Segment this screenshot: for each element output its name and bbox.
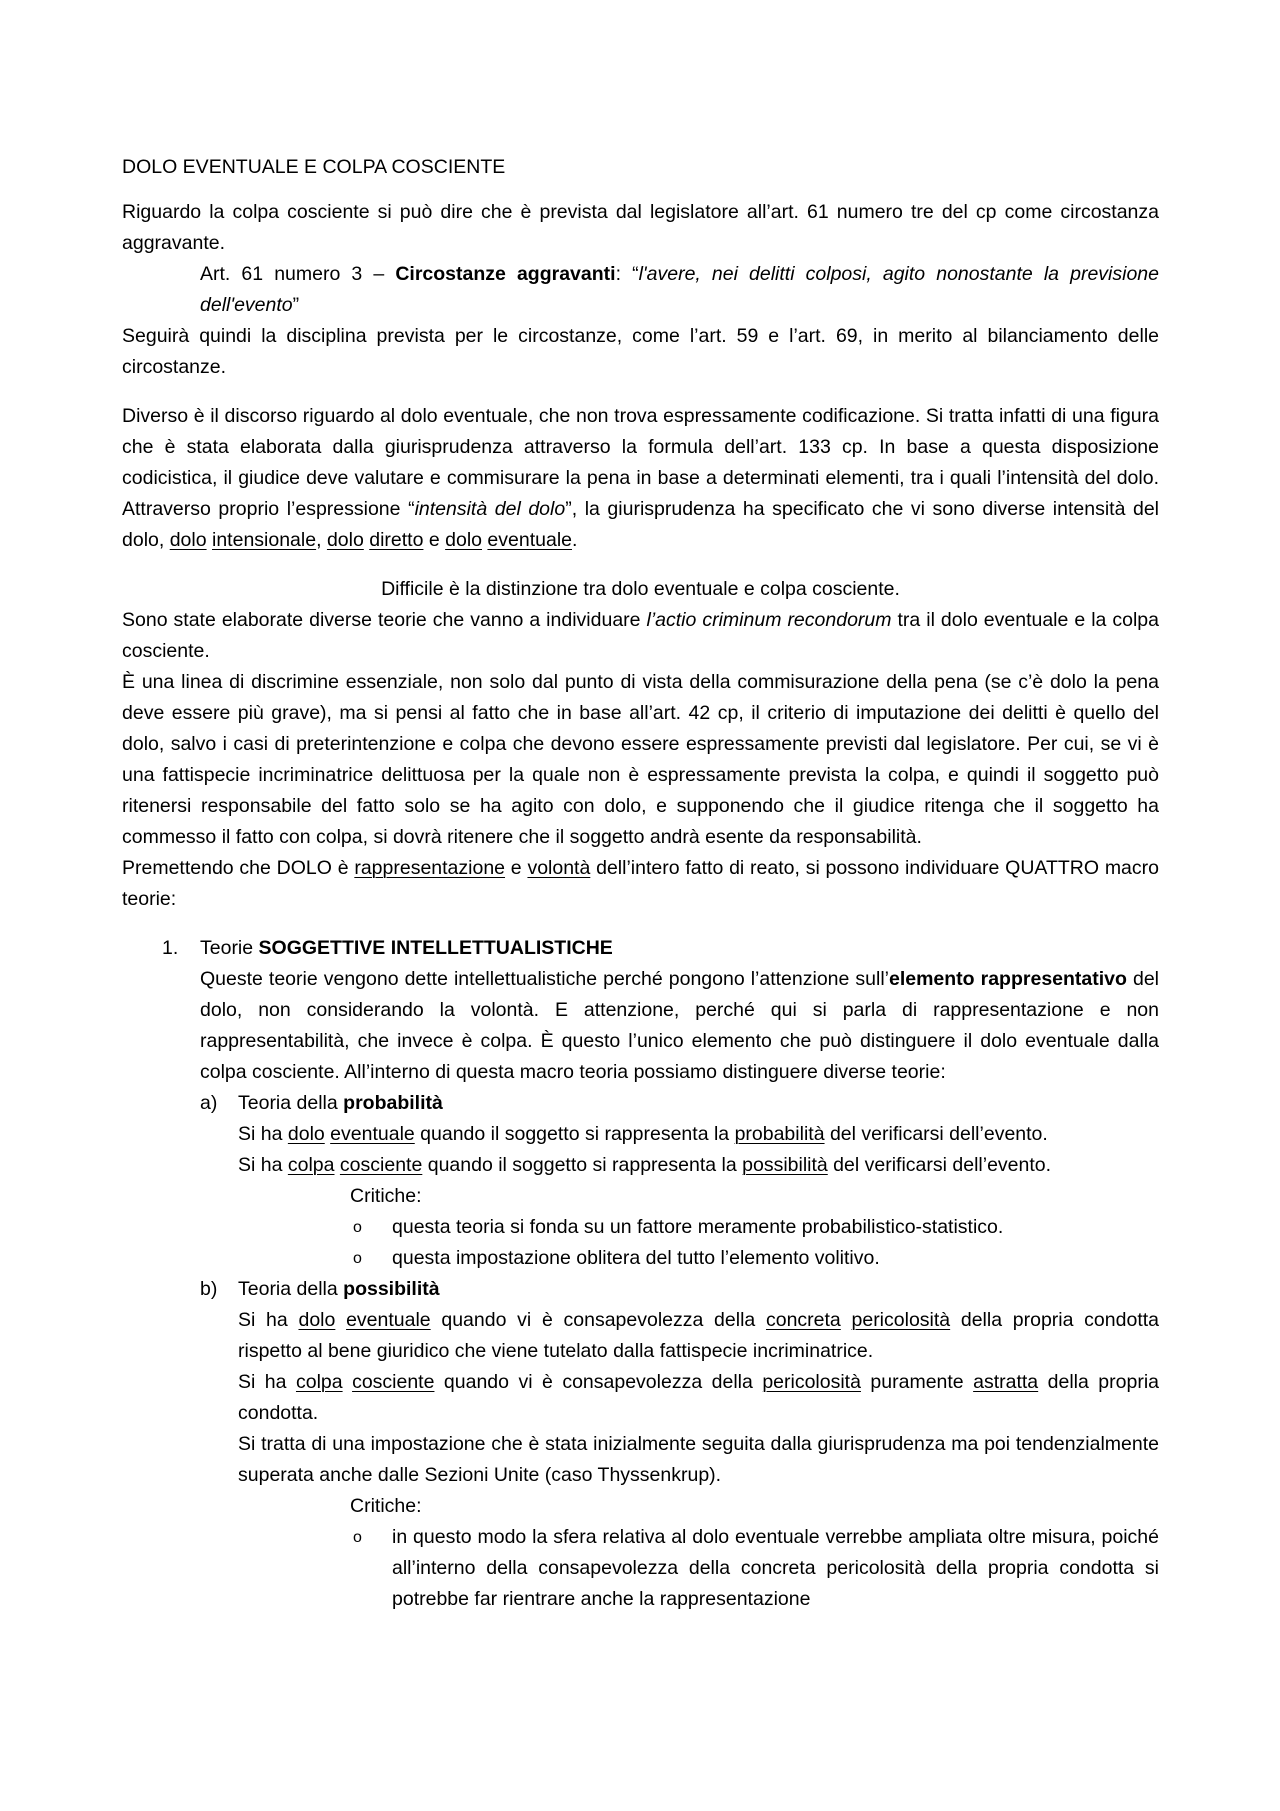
paragraph-disciplina: Seguirà quindi la disciplina prevista per le circostanze, come l’art. 59 e l’art. 69, in merito al bilanciamento delle circostanze. xyxy=(122,325,1159,378)
critique-item: o questa impostazione oblitera del tutto l’elemento volitivo. xyxy=(238,1243,1159,1274)
bullet-icon: o xyxy=(353,1219,362,1236)
paragraph-teorie: Sono state elaborate diverse teorie che vanno a individuare l’actio criminum recondorum tra il dolo eventuale e la colpa cosciente. xyxy=(122,609,1159,662)
article-ref: Art. 61 numero 3 – xyxy=(200,263,396,285)
list-item-1 xyxy=(122,933,1159,1615)
list-item-description: Queste teorie vengono dette intellettualistiche perché pongono l’attenzione sull’elemento rappresentativo del dolo, non considerando la volontà. E attenzione, perché qui si parla di rappresentazione e non rappresentabilità, che invece è colpa. È questo l’unico elemento che può distinguere il dolo eventuale dalla colpa cosciente. All’interno di questa macro teoria possiamo distinguere diverse teorie: xyxy=(200,968,1159,1083)
definition-dolo: Si ha dolo eventuale quando vi è consapevolezza della concreta pericolosità della propria condotta rispetto al bene giuridico che viene tutelato dalla fattispecie incriminatrice. xyxy=(238,1309,1159,1362)
paragraph-colpa-cosciente: Riguardo la colpa cosciente si può dire che è prevista dal legislatore all’art. 61 numero tre del cp come circostanza aggravante. xyxy=(122,201,1159,254)
article-heading: Circostanze aggravanti xyxy=(395,263,616,285)
centered-statement: Difficile è la distinzione tra dolo eventuale e colpa cosciente. xyxy=(381,578,900,600)
article-text: l'avere, nei delitti colposi, agito nonostante la previsione dell'evento xyxy=(200,263,1159,316)
paragraph-dolo-eventuale: Diverso è il discorso riguardo al dolo eventuale, che non trova espressamente codificazione. Si tratta infatti di una figura che è stata elaborata dalla giurisprudenza attraverso la formula dell’art. 133 cp. In base a questa disposizione codicistica, il giudice deve valutare e commisurare la pena in base a determinati elementi, tra i quali l’intensità del dolo. Attraverso proprio l’espressione “intensità del dolo”, la giurisprudenza ha specificato che vi sono diverse intensità del dolo, dolo intensionale, dolo diretto e dolo eventuale. xyxy=(122,405,1159,551)
paragraph-premessa: Premettendo che DOLO è rappresentazione e volontà dell’intero fatto di reato, si possono individuare QUATTRO macro teorie: xyxy=(122,857,1159,910)
definition-colpa: Si ha colpa cosciente quando vi è consapevolezza della pericolosità puramente astratta della propria condotta. xyxy=(238,1371,1160,1424)
critiche-label: Critiche: xyxy=(350,1185,422,1207)
note-giurisprudenza: Si tratta di una impostazione che è stata inizialmente seguita dalla giurisprudenza ma poi tendenzialmente superata anche dalle Sezioni Unite (caso Thyssenkrup). xyxy=(238,1433,1159,1486)
list-number: 1. xyxy=(162,937,179,959)
sublist-heading: Teoria della probabilità xyxy=(238,1092,443,1114)
sublist-item-b xyxy=(200,1274,1159,1615)
sublist-label: b) xyxy=(200,1278,218,1300)
list-item-heading: Teorie SOGGETTIVE INTELLETTUALISTICHE xyxy=(200,937,613,959)
emphasis-intensita: intensità del dolo xyxy=(414,498,566,520)
sublist-label: a) xyxy=(200,1092,218,1114)
bullet-icon: o xyxy=(353,1250,362,1267)
critique-item: o in questo modo la sfera relativa al dolo eventuale verrebbe ampliata oltre misura, poiché all’interno della consapevolezza della concreta pericolosità della propria condotta si potrebbe far rientrare anche la rappresentazione xyxy=(238,1522,1159,1615)
critiche-label: Critiche: xyxy=(350,1495,422,1517)
sublist-item-a xyxy=(200,1088,1159,1274)
paragraph-discrimine: È una linea di discrimine essenziale, non solo dal punto di vista della commisurazione della pena (se c’è dolo la pena deve essere più grave), ma si pensi al fatto che in base all’art. 42 cp, il criterio di imputazione dei delitti è quello del dolo, salvo i casi di preterintenzione e colpa che devono essere espressamente previsti dal legislatore. Per cui, se vi è una fattispecie incriminatrice delittuosa per la quale non è espressamente prevista la colpa, e quindi il soggetto può ritenersi responsabile del fatto solo se ha agito con dolo, e supponendo che il giudice ritenga che il soggetto ha commesso il fatto con colpa, si dovrà ritenere che il soggetto andrà esente da responsabilità. xyxy=(122,671,1159,848)
definition-colpa: Si ha colpa cosciente quando il soggetto si rappresenta la possibilità del verificarsi dell’evento. xyxy=(238,1154,1052,1176)
article-quote: Art. 61 numero 3 – Circostanze aggravanti: “l'avere, nei delitti colposi, agito nonostante la previsione dell'evento” xyxy=(200,263,1159,316)
definition-dolo: Si ha dolo eventuale quando il soggetto si rappresenta la probabilità del verificarsi dell’evento. xyxy=(238,1123,1048,1145)
critique-item: o questa teoria si fonda su un fattore meramente probabilistico-statistico. xyxy=(238,1212,1159,1243)
document-content xyxy=(122,152,1159,1615)
list-item-body xyxy=(200,933,1159,1615)
sublist-heading: Teoria della possibilità xyxy=(238,1278,440,1300)
document-title: DOLO EVENTUALE E COLPA COSCIENTE xyxy=(122,156,506,178)
emphasis-actio: l’actio criminum recondorum xyxy=(646,609,892,631)
bullet-icon: o xyxy=(353,1529,362,1546)
